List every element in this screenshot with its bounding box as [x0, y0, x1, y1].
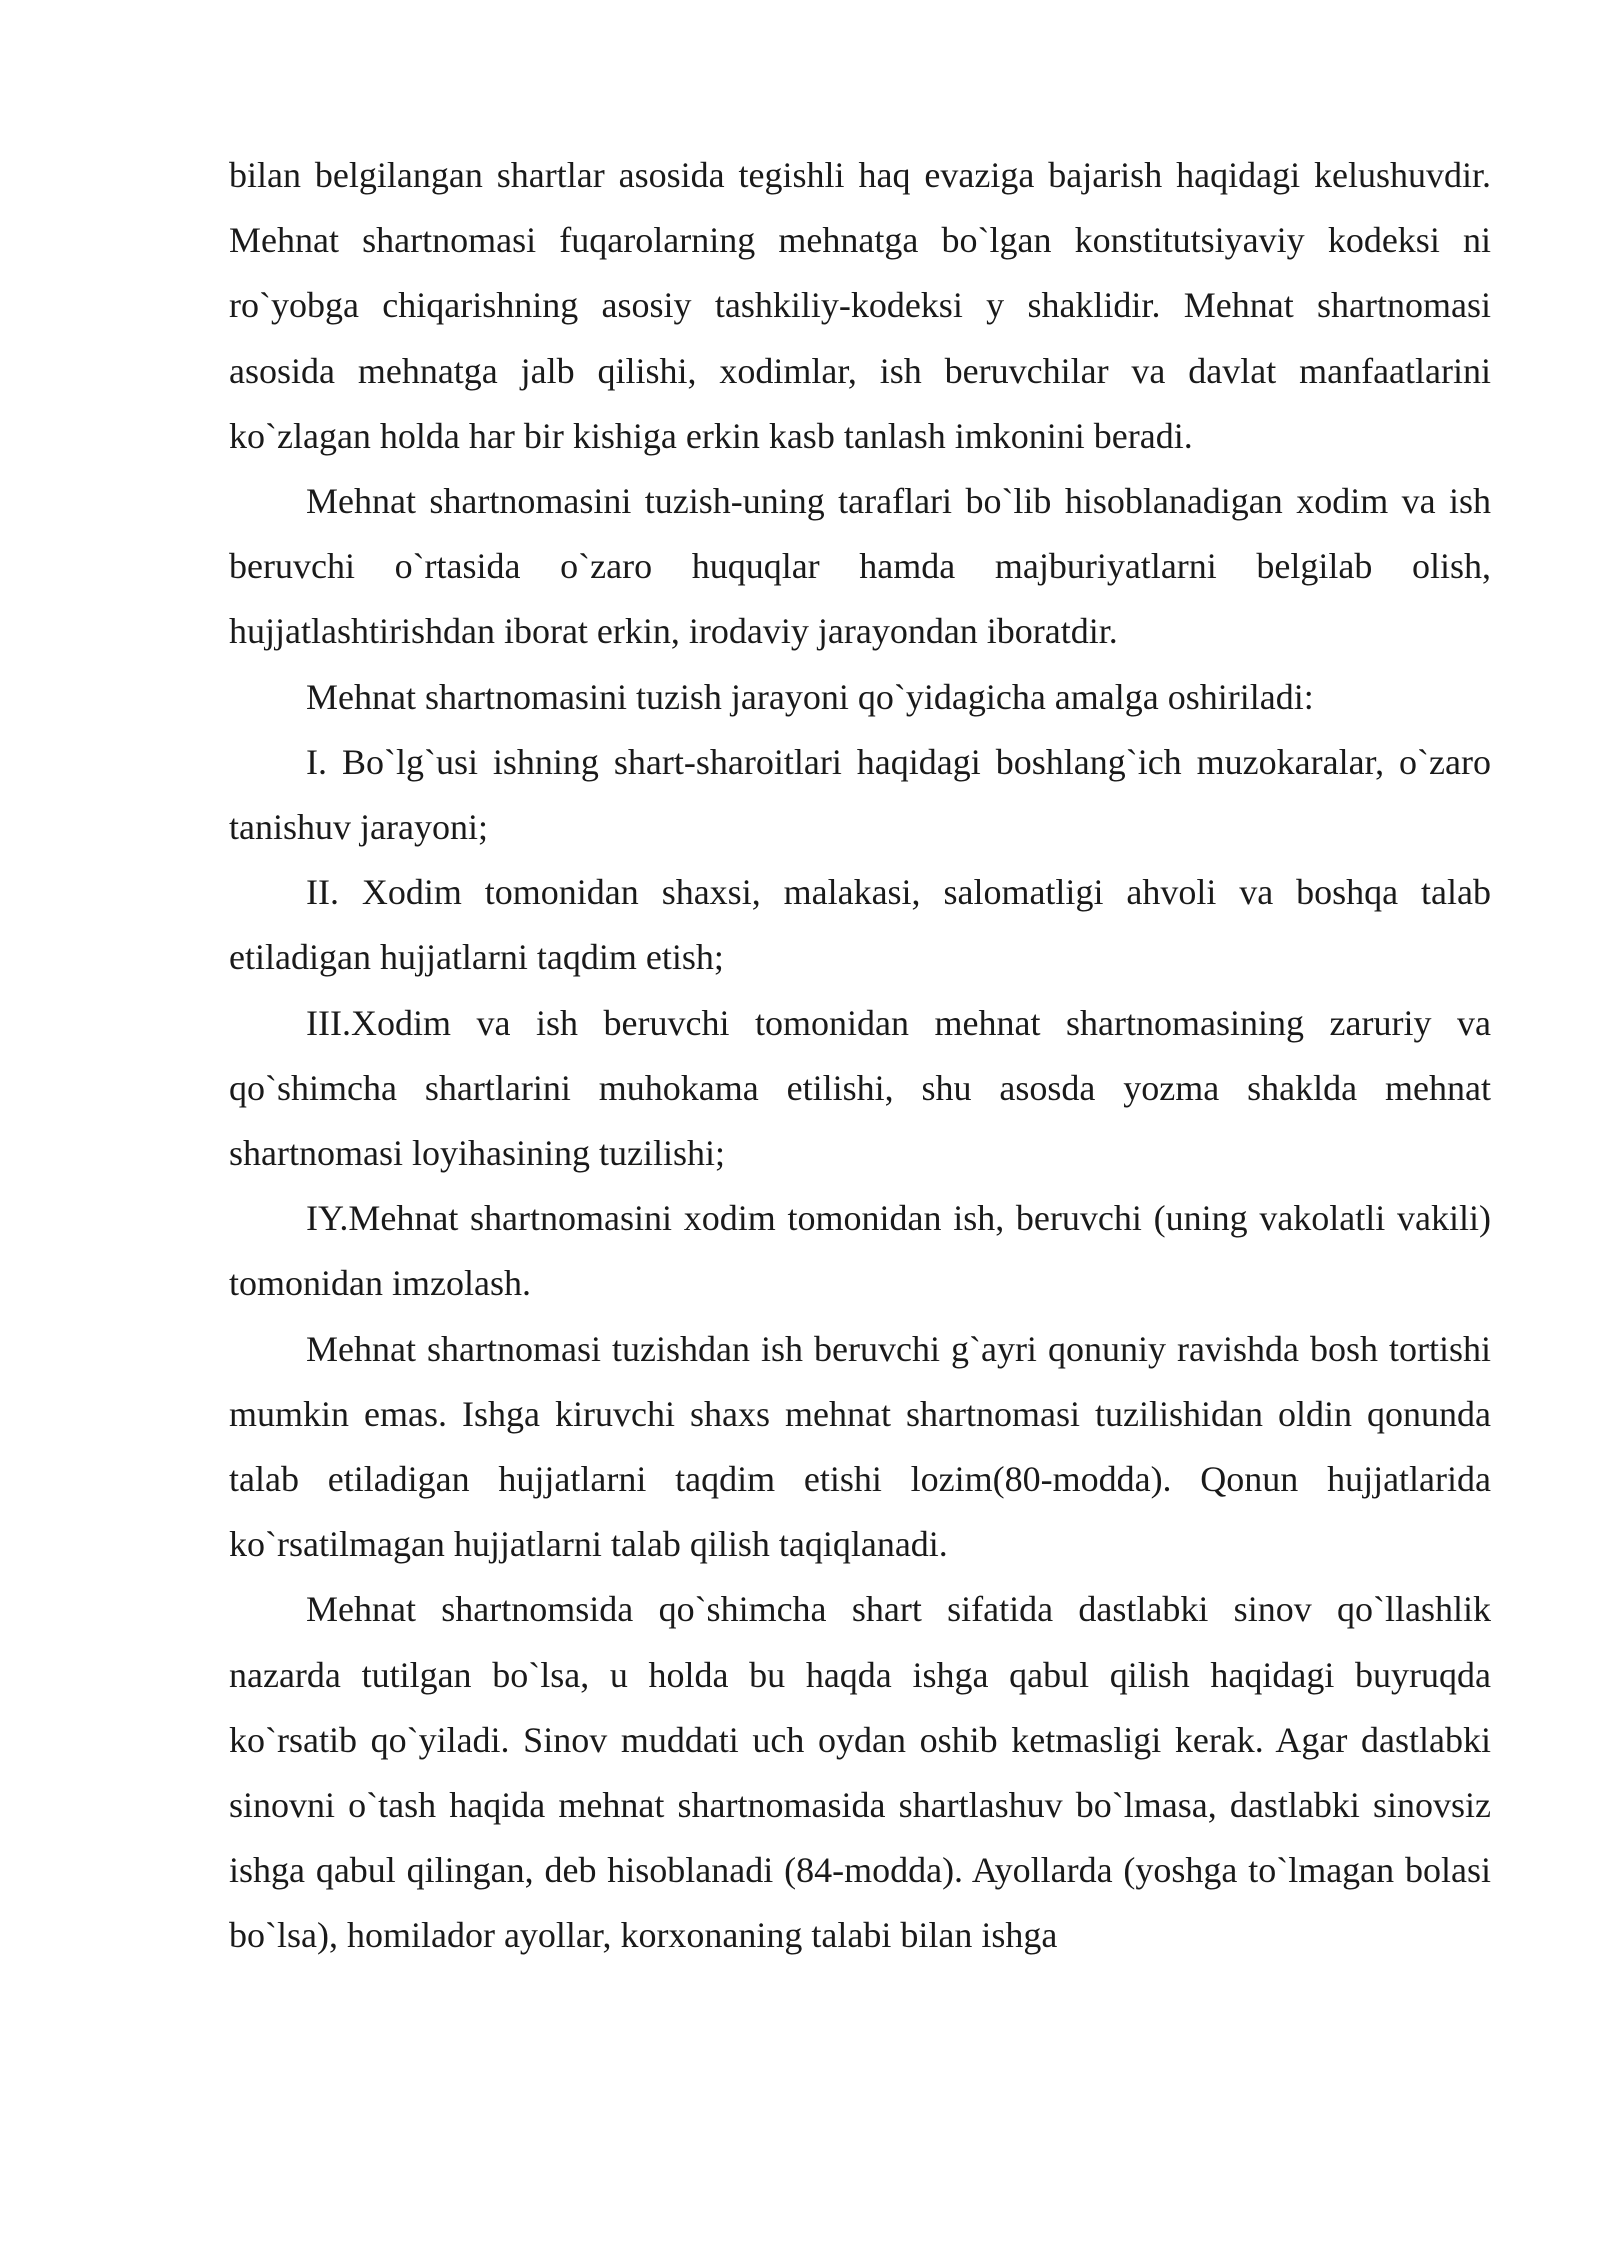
- document-page: [229, 143, 1491, 1969]
- list-item-3: III.Xodim va ish beruvchi tomonidan mehnat shartnomasining zaruriy va qo`shimcha shartlarini muhokama etilishi, shu asosda yozma shaklda mehnat shartnomasi loyihasining tuzilishi;: [229, 1002, 1491, 1174]
- paragraph-1: bilan belgilangan shartlar asosida tegishli haq evaziga bajarish haqidagi kelushuvdir. Mehnat shartnomasi fuqarolarning mehnatga bo`lgan konstitutsiyaviy kodeksi ni ro`yobga chiqarishning asosiy tashkiliy-kodeksi y shaklidir. Mehnat shartnomasi asosida mehnatga jalb qilishi, xodimlar, ish beruvchilar va davlat manfaatlarini ko`zlagan holda har bir kishiga erkin kasb tanlash imkonini beradi.: [229, 155, 1491, 456]
- paragraph-2: Mehnat shartnomasini tuzish-uning taraflari bo`lib hisoblanadigan xodim va ish beruvchi o`rtasida o`zaro huquqlar hamda majburiyatlarni belgilab olish, hujjatlashtirishdan iborat erkin, irodaviy jarayondan iboratdir.: [229, 481, 1491, 652]
- list-item-4: IY.Mehnat shartnomasini xodim tomonidan ish, beruvchi (uning vakolatli vakili) tomonidan imzolash.: [229, 1198, 1491, 1304]
- paragraph-5: Mehnat shartnomsida qo`shimcha shart sifatida dastlabki sinov qo`llashlik nazarda tutilgan bo`lsa, u holda bu haqda ishga qabul qilish haqidagi buyruqda ko`rsatib qo`yiladi. Sinov muddati uch oydan oshib ketmasligi kerak. Agar dastlabki sinovni o`tash haqida mehnat shartnomasida shartlashuv bo`lmasa, dastlabki sinovsiz ishga qabul qilingan, deb hisoblanadi (84-modda). Ayollarda (yoshga to`lmagan bolasi bo`lsa), homilador ayollar, korxonaning talabi bilan ishga: [229, 1589, 1491, 1956]
- paragraph-3: Mehnat shartnomasini tuzish jarayoni qo`yidagicha amalga oshiriladi:: [306, 676, 1314, 717]
- list-item-2: II. Xodim tomonidan shaxsi, malakasi, salomatligi ahvoli va boshqa talab etiladigan hujjatlarni taqdim etish;: [229, 872, 1491, 978]
- list-item-1: I. Bo`lg`usi ishning shart-sharoitlari haqidagi boshlang`ich muzokaralar, o`zaro tanishuv jarayoni;: [229, 741, 1491, 848]
- paragraph-4: Mehnat shartnomasi tuzishdan ish beruvchi g`ayri qonuniy ravishda bosh tortishi mumkin emas. Ishga kiruvchi shaxs mehnat shartnomasi tuzilishidan oldin qonunda talab etiladigan hujjatlarni taqdim etishi lozim(80-modda). Qonun hujjatlarida ko`rsatilmagan hujjatlarni talab qilish taqiqlanadi.: [229, 1328, 1491, 1565]
